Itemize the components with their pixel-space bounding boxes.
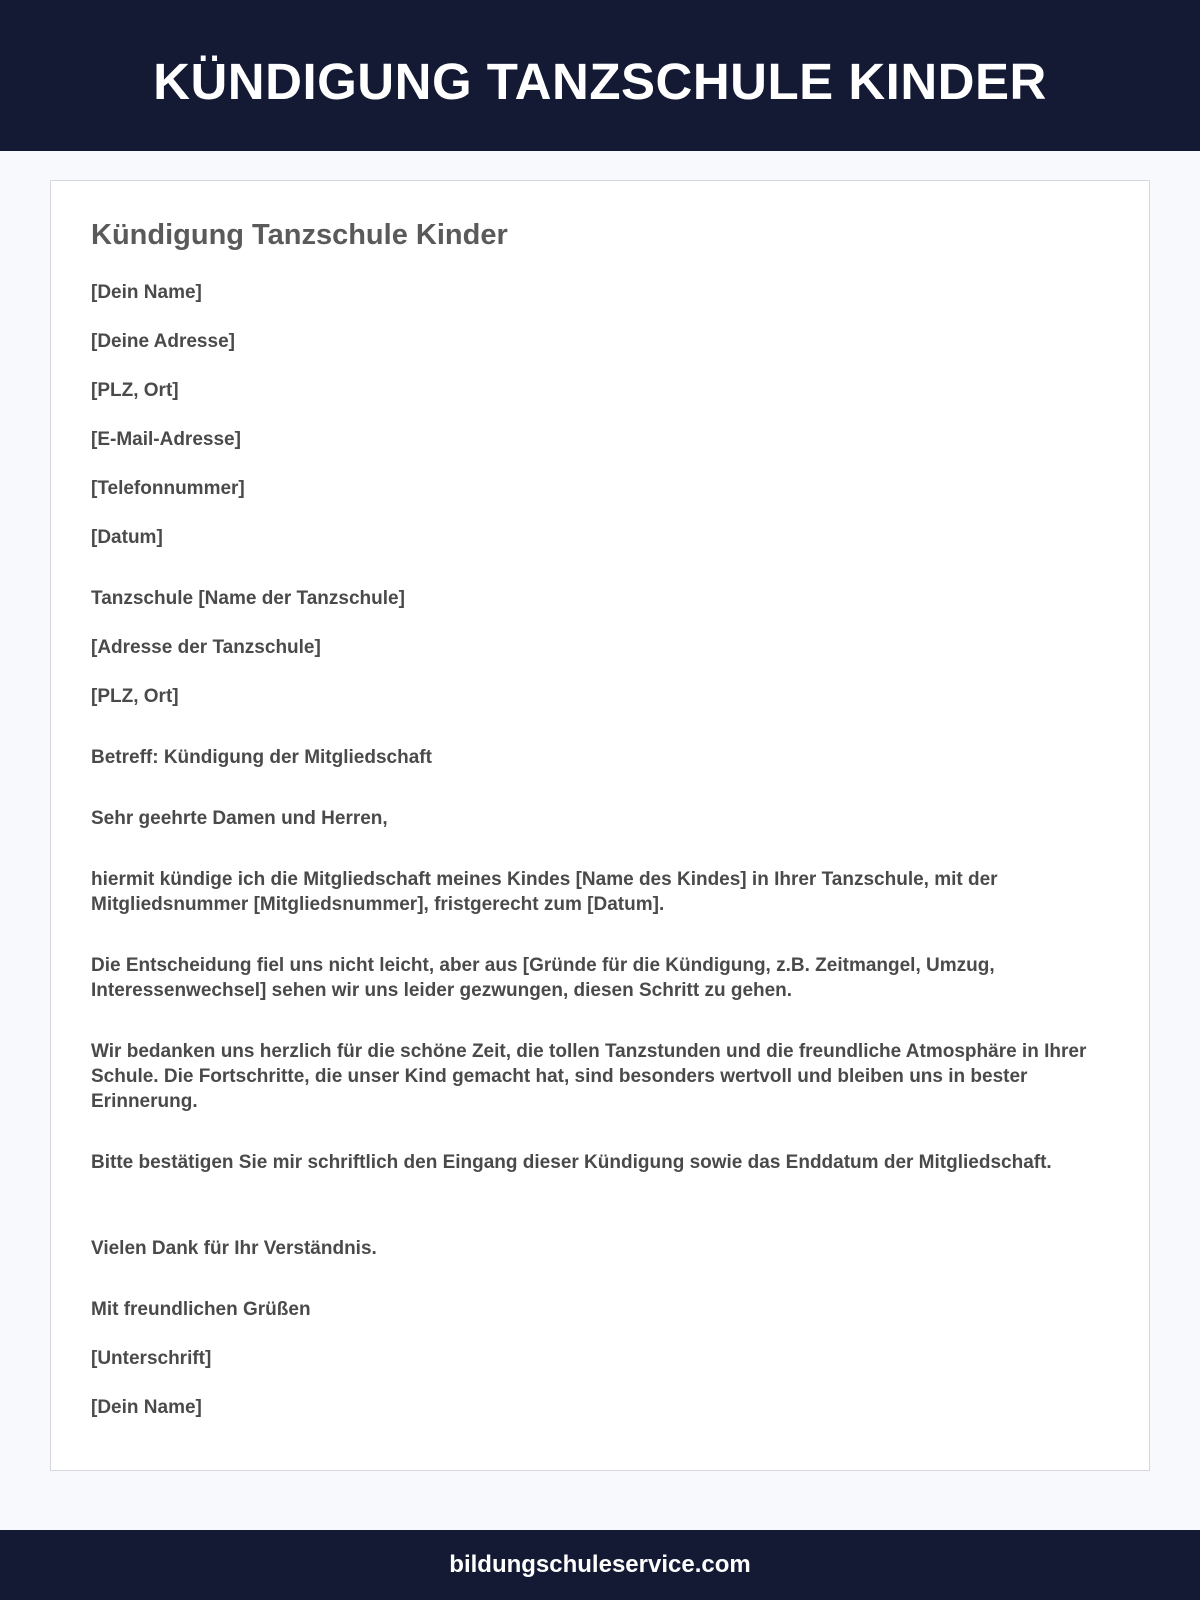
letter-subject: Betreff: Kündigung der Mitgliedschaft [91,747,432,768]
page-footer [0,1530,1200,1600]
sender-name: [Dein Name] [91,282,202,303]
sender-city: [PLZ, Ort] [91,380,179,401]
letter-date: [Datum] [91,527,163,548]
body-paragraph: Die Entscheidung fiel uns nicht leicht, aber aus [Gründe für die Kündigung, z.B. Zeitmangel, Umzug, Interessenwechsel] sehen wir uns leider gezwungen, diesen Schritt zu gehen. [91,955,995,1001]
signature-name: [Dein Name] [91,1397,202,1418]
letter-closing: Mit freundlichen Grüßen [91,1299,311,1320]
letter-card [50,180,1150,1471]
page-title: KÜNDIGUNG TANZSCHULE KINDER [153,53,1047,110]
footer-site-name: bildungschuleservice.com [449,1551,751,1578]
letter-title: Kündigung Tanzschule Kinder [91,219,508,251]
letter-signature: [Unterschrift] [91,1348,212,1369]
recipient-address: [Adresse der Tanzschule] [91,637,321,658]
letter-salutation: Sehr geehrte Damen und Herren, [91,808,388,829]
sender-phone: [Telefonnummer] [91,478,245,499]
body-paragraph: hiermit kündige ich die Mitgliedschaft meines Kindes [Name des Kindes] in Ihrer Tanzschule, mit der Mitgliedsnummer [Mitgliedsnummer], fristgerecht zum [Datum]. [91,869,998,915]
sender-address: [Deine Adresse] [91,331,235,352]
recipient-city: [PLZ, Ort] [91,686,179,707]
sender-email: [E-Mail-Adresse] [91,429,241,450]
body-paragraph: Vielen Dank für Ihr Verständnis. [91,1238,377,1259]
body-paragraph: Wir bedanken uns herzlich für die schöne Zeit, die tollen Tanzstunden und die freundliche Atmosphäre in Ihrer Schule. Die Fortschritte, die unser Kind gemacht hat, sind besonders wertvoll und bleiben uns in bester Erinnerung. [91,1041,1087,1112]
recipient-name: Tanzschule [Name der Tanzschule] [91,588,405,609]
body-paragraph: Bitte bestätigen Sie mir schriftlich den Eingang dieser Kündigung sowie das Enddatum der Mitgliedschaft. [91,1152,1052,1173]
page-header [0,0,1200,151]
